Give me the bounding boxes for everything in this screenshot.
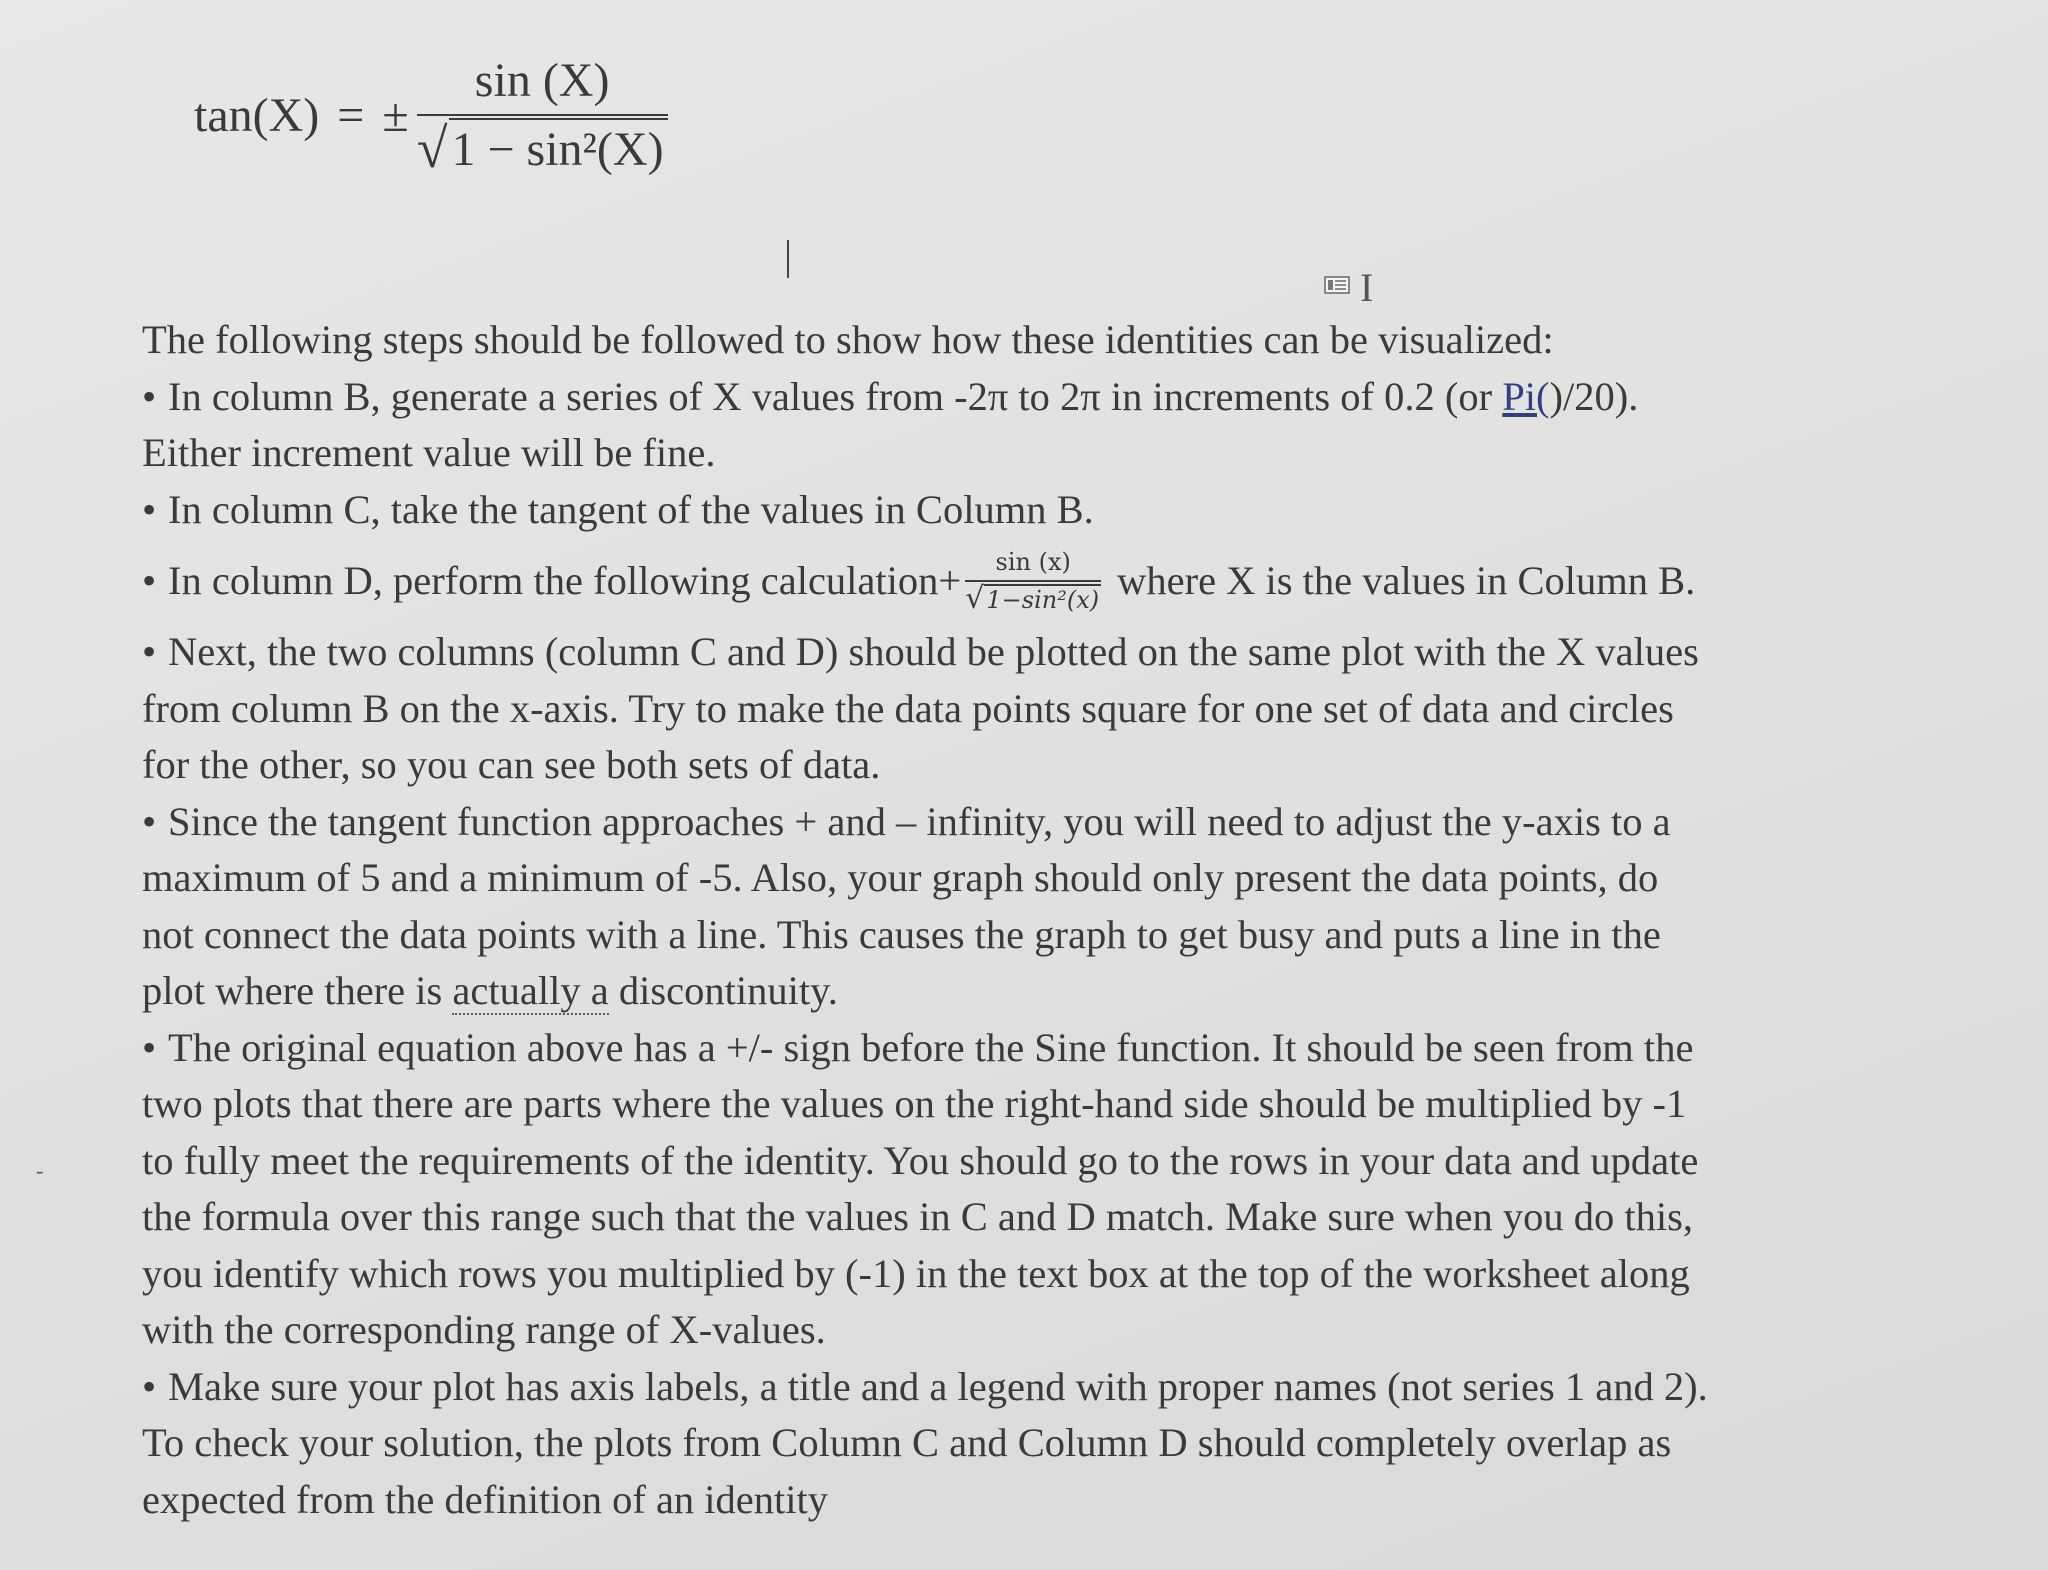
- bullet: •: [142, 373, 157, 419]
- inline-fraction-denominator: [965, 582, 1101, 614]
- step-1-text-b: )/20).: [1549, 373, 1639, 419]
- equation-radicand: 1 − sin²(X): [449, 118, 667, 177]
- equation-equals: =: [337, 88, 365, 142]
- step-7-text: Make sure your plot has axis labels, a title and a legend with proper names (not series 1 and 2).: [168, 1363, 1708, 1409]
- step-1-line-1: [142, 369, 1992, 426]
- step-4-line-1: [142, 624, 1992, 681]
- step-6-line-5: you identify which rows you multiplied by (-1) in the text box at the top of the worksheet along: [142, 1250, 1690, 1296]
- step-2-line: [142, 482, 1992, 539]
- step-5-last-a: plot where there is: [142, 968, 453, 1013]
- step-1-line-2: Either increment value will be fine.: [142, 430, 716, 475]
- step-5-line-4: [142, 963, 1992, 1020]
- step-6-line-6: with the corresponding range of X-values.: [142, 1307, 826, 1352]
- step-5-line-2: maximum of 5 and a minimum of -5. Also, your graph should only present the data points, do: [142, 855, 1659, 900]
- step-6-line-3: to fully meet the requirements of the identity. You should go to the rows in your data and update: [142, 1137, 1699, 1183]
- step-6-line-1: [142, 1020, 1992, 1077]
- step-7-line-2: To check your solution, the plots from Column C and Column D should completely overlap as: [142, 1420, 1672, 1465]
- instructions-text[interactable]: [142, 312, 1992, 1528]
- step-3-text-b: where X is the values in Column B.: [1117, 557, 1696, 603]
- paste-options-icon[interactable]: [1324, 276, 1350, 294]
- bullet: •: [142, 1024, 157, 1070]
- step-4-text: Next, the two columns (column C and D) should be plotted on the same plot with the X values: [168, 629, 1699, 674]
- step-5-line-1: [142, 794, 1992, 851]
- inline-radicand: 1−sin²(x): [986, 586, 1100, 614]
- bullet: •: [142, 486, 157, 532]
- step-7-line-1: [142, 1359, 1992, 1416]
- step-6-line-4: the formula over this range such that the values in C and D match. Make sure when you do this,: [142, 1194, 1694, 1239]
- inline-fraction-numerator: sin (x): [995, 548, 1071, 576]
- equation-plus-minus: ±: [382, 88, 409, 142]
- step-3-line: [142, 538, 1992, 624]
- margin-mark: -: [36, 1158, 44, 1183]
- step-2-text: In column C, take the tangent of the values in Column B.: [168, 486, 1094, 532]
- equation-denominator: [416, 116, 668, 180]
- equation-lhs: tan(X): [194, 88, 320, 142]
- step-3-text-a: In column D, perform the following calculation+: [168, 557, 962, 603]
- bullet: •: [142, 557, 157, 603]
- step-5-text: Since the tangent function approaches + and – infinity, you will need to adjust the y-axis to a: [168, 798, 1671, 844]
- bullet: •: [142, 629, 157, 674]
- step-7-line-3: expected from the definition of an identity: [142, 1476, 829, 1522]
- step-5-line-3: not connect the data points with a line. This causes the graph to get busy and puts a line in the: [142, 911, 1661, 957]
- equation-numerator: sin (X): [474, 54, 610, 107]
- step-5-last-b: discontinuity.: [608, 968, 838, 1013]
- step-6-line-2: two plots that there are parts where the values on the right-hand side should be multiplied by -1: [142, 1081, 1687, 1126]
- text-cursor-caret: [787, 240, 789, 278]
- ibeam-cursor-icon: I: [1360, 265, 1374, 310]
- pi-function-link[interactable]: Pi(: [1502, 373, 1550, 419]
- inline-fraction: [965, 548, 1101, 614]
- intro-line: The following steps should be followed to show how these identities can be visualized:: [142, 317, 1554, 362]
- inline-radical-sign: √: [965, 581, 985, 616]
- proofing-flagged-text[interactable]: actually a: [452, 968, 609, 1013]
- equation-fraction: [416, 53, 668, 180]
- bullet: •: [142, 1363, 157, 1409]
- step-6-text: The original equation above has a +/- sign before the Sine function. It should be seen from the: [168, 1024, 1694, 1070]
- radical-sign: √: [416, 118, 448, 180]
- step-4-line-2: from column B on the x-axis. Try to make the data points square for one set of data and circles: [142, 685, 1674, 731]
- step-1-text-a: In column B, generate a series of X values from -2π to 2π in increments of 0.2 (or: [168, 373, 1503, 419]
- identity-equation: [194, 40, 668, 190]
- step-4-line-3: for the other, so you can see both sets of data.: [142, 742, 881, 787]
- bullet: •: [142, 798, 157, 844]
